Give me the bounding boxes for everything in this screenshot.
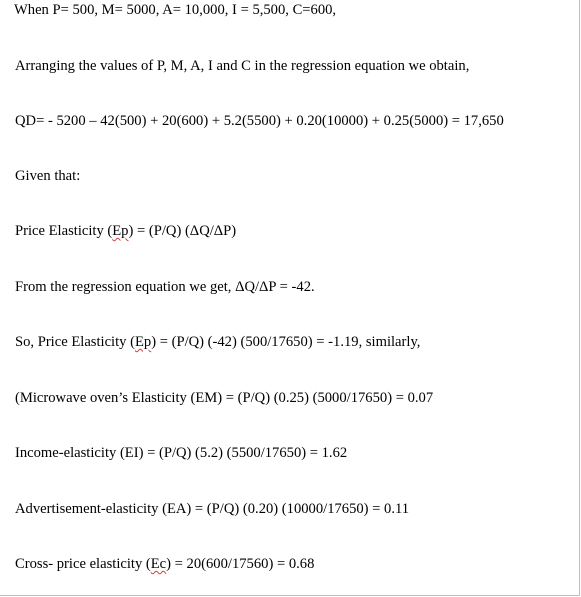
text-span: Price Elasticity ( xyxy=(15,223,113,239)
text-line-price-elasticity-formula xyxy=(15,222,236,240)
spellcheck-word: Ep xyxy=(134,334,152,350)
text-line-delta-q-delta-p: From the regression equation we get, ΔQ/ΔP = -42. xyxy=(15,279,315,295)
text-line-given-that: Given that: xyxy=(15,168,81,184)
text-line-qd-equation: QD= - 5200 – 42(500) + 20(600) + 5.2(5500) + 0.20(10000) + 0.25(5000) = 17,650 xyxy=(15,113,504,129)
text-line-values: When P= 500, M= 5000, A= 10,000, I = 5,500, C=600, xyxy=(14,2,337,18)
text-line-cross-price-elasticity xyxy=(15,555,314,573)
text-line-income-elasticity: Income-elasticity (EI) = (P/Q) (5.2) (5500/17650) = 1.62 xyxy=(15,445,348,461)
spellcheck-word: Ep xyxy=(112,223,129,239)
text-line-price-elasticity-value xyxy=(15,333,420,351)
spellcheck-word: Ec xyxy=(150,556,167,572)
text-line-microwave-elasticity: (Microwave oven’s Elasticity (EM) = (P/Q) (0.25) (5000/17650) = 0.07 xyxy=(15,390,434,406)
text-line-advertisement-elasticity: Advertisement-elasticity (EA) = (P/Q) (0.20) (10000/17650) = 0.11 xyxy=(15,501,410,517)
text-line-arranging: Arranging the values of P, M, A, I and C in the regression equation we obtain, xyxy=(15,58,470,74)
text-span: Cross- price elasticity ( xyxy=(15,556,151,572)
text-span: ) = (P/Q) (ΔQ/ΔP) xyxy=(128,223,237,239)
text-span: ) = (P/Q) (-42) (500/17650) = -1.19, similarly, xyxy=(151,334,421,350)
text-span: So, Price Elasticity ( xyxy=(15,334,135,350)
text-span: ) = 20(600/17560) = 0.68 xyxy=(166,556,315,572)
